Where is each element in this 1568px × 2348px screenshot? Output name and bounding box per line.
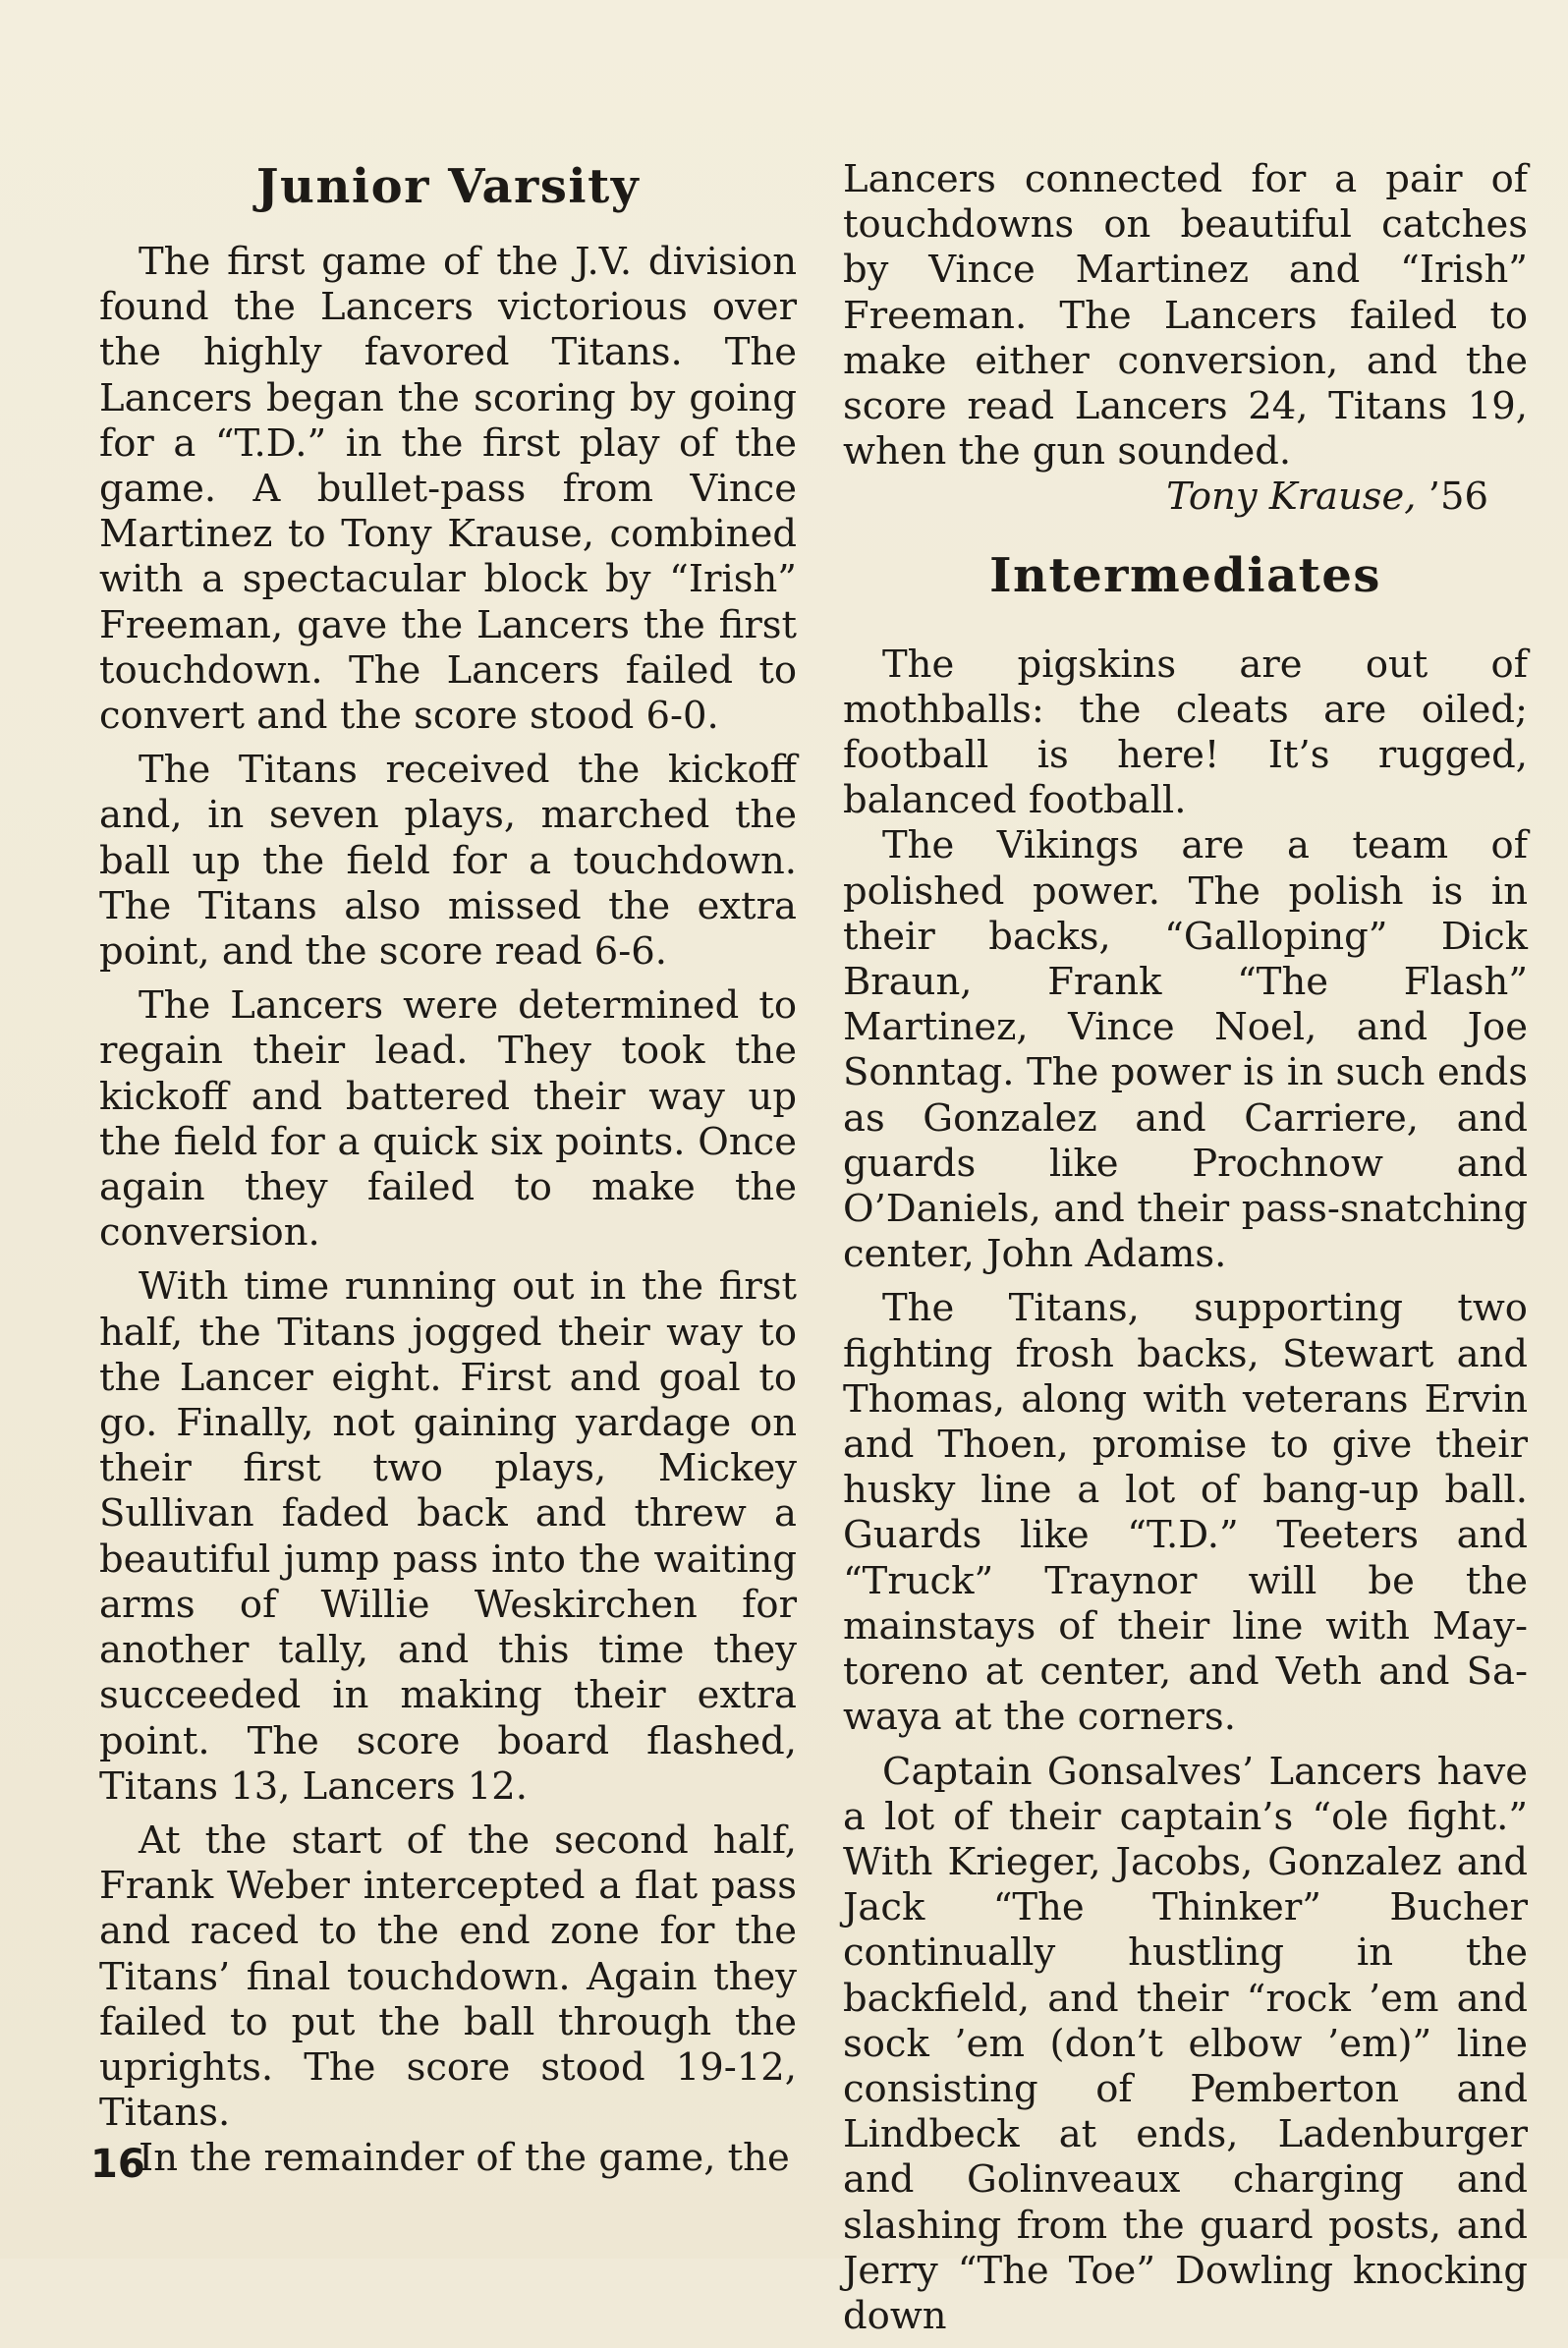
paragraph: The Titans, supporting two fighting frosh backs, Stewart and Thomas, along with veterans Ervin and Thoen, promise to give their husky line a lot of bang-up ball. Guards like “T.D.” Teeters and “Truck” Traynor will be the mainstays of their line with Maytoreno at center, and Veth and Sawaya at the corners.	[843, 1286, 1528, 1740]
byline	[843, 475, 1528, 520]
paragraph: Captain Gonsalves’ Lancers have a lot of their captain’s “ole fight.” With Krieger, Jacobs, Gonzalez and Jack “The Thinker” Bucher continually hustling in the backfield, and their “rock ’em and sock ’em (don’t elbow ’em)” line consisting of Pemberton and Lindbeck at ends, Ladenburger and Golinveaux charging and slashing from the guard posts, and Jerry “The Toe” Dowling knocking down	[843, 1749, 1528, 2338]
paragraph: In the remainder of the game, the	[139, 2136, 790, 2181]
left-column	[99, 157, 797, 2191]
right-column	[843, 157, 1528, 2348]
continued-paragraph: Lancers connected for a pair of touchdowns on beautiful catches by Vince Martinez and “Irish” Freeman. The Lancers failed to make either conversion, and the score read Lancers 24, Titans 19, when the gun sounded.	[843, 157, 1528, 475]
byline-name: Tony Krause,	[1166, 475, 1417, 520]
byline-year: ’56	[1416, 475, 1488, 520]
paragraph: The pigskins are out of mothballs: the cleats are oiled; football is here! It’s rugged, balanced football.	[843, 642, 1528, 823]
paragraph: The first game of the J.V. division found the Lancers victorious over the highly favored Titans. The Lancers began the scoring by going for a “T.D.” in the first play of the game. A bullet-pass from Vince Martinez to Tony Krause, combined with a spectacular block by “Irish” Freeman, gave the Lancers the first touchdown. The Lancers failed to convert and the score stood 6-0.	[99, 240, 797, 739]
paragraph: At the start of the second half, Frank Weber intercepted a flat pass and raced to the end zone for the Titans’ final touchdown. Again they failed to put the ball through the uprights. The score stood 19-12, Titans.	[99, 1817, 797, 2136]
section-heading-junior-varsity: Junior Varsity	[255, 159, 641, 214]
paragraph: The Titans received the kickoff and, in seven plays, marched the ball up the field for a touchdown. The Titans also missed the extra point, and the score read 6-6.	[99, 748, 797, 975]
page-number: 16	[90, 2142, 145, 2187]
paragraph: With time running out in the first half, the Titans jogged their way to the Lancer eight. First and goal to go. Finally, not gaining yardage on their first two plays, Mickey Sullivan faded back and threw a beautiful jump pass into the waiting arms of Willie Weskirchen for another tally, and this time they succeeded in making their extra point. The score board flashed, Titans 13, Lancers 12.	[99, 1264, 797, 1809]
section-heading-intermediates: Intermediates	[989, 547, 1381, 603]
paragraph: The Lancers were determined to regain their lead. They took the kickoff and battered their way up the field for a quick six points. Once again they failed to make the conversion.	[99, 983, 797, 1256]
paragraph: The Vikings are a team of polished power. The polish is in their backs, “Galloping” Dick Braun, Frank “The Flash” Martinez, Vince Noel, and Joe Sonntag. The power is in such ends as Gonzalez and Carriere, and guards like Prochnow and O’Daniels, and their pass-snatching center, John Adams.	[843, 823, 1528, 1277]
